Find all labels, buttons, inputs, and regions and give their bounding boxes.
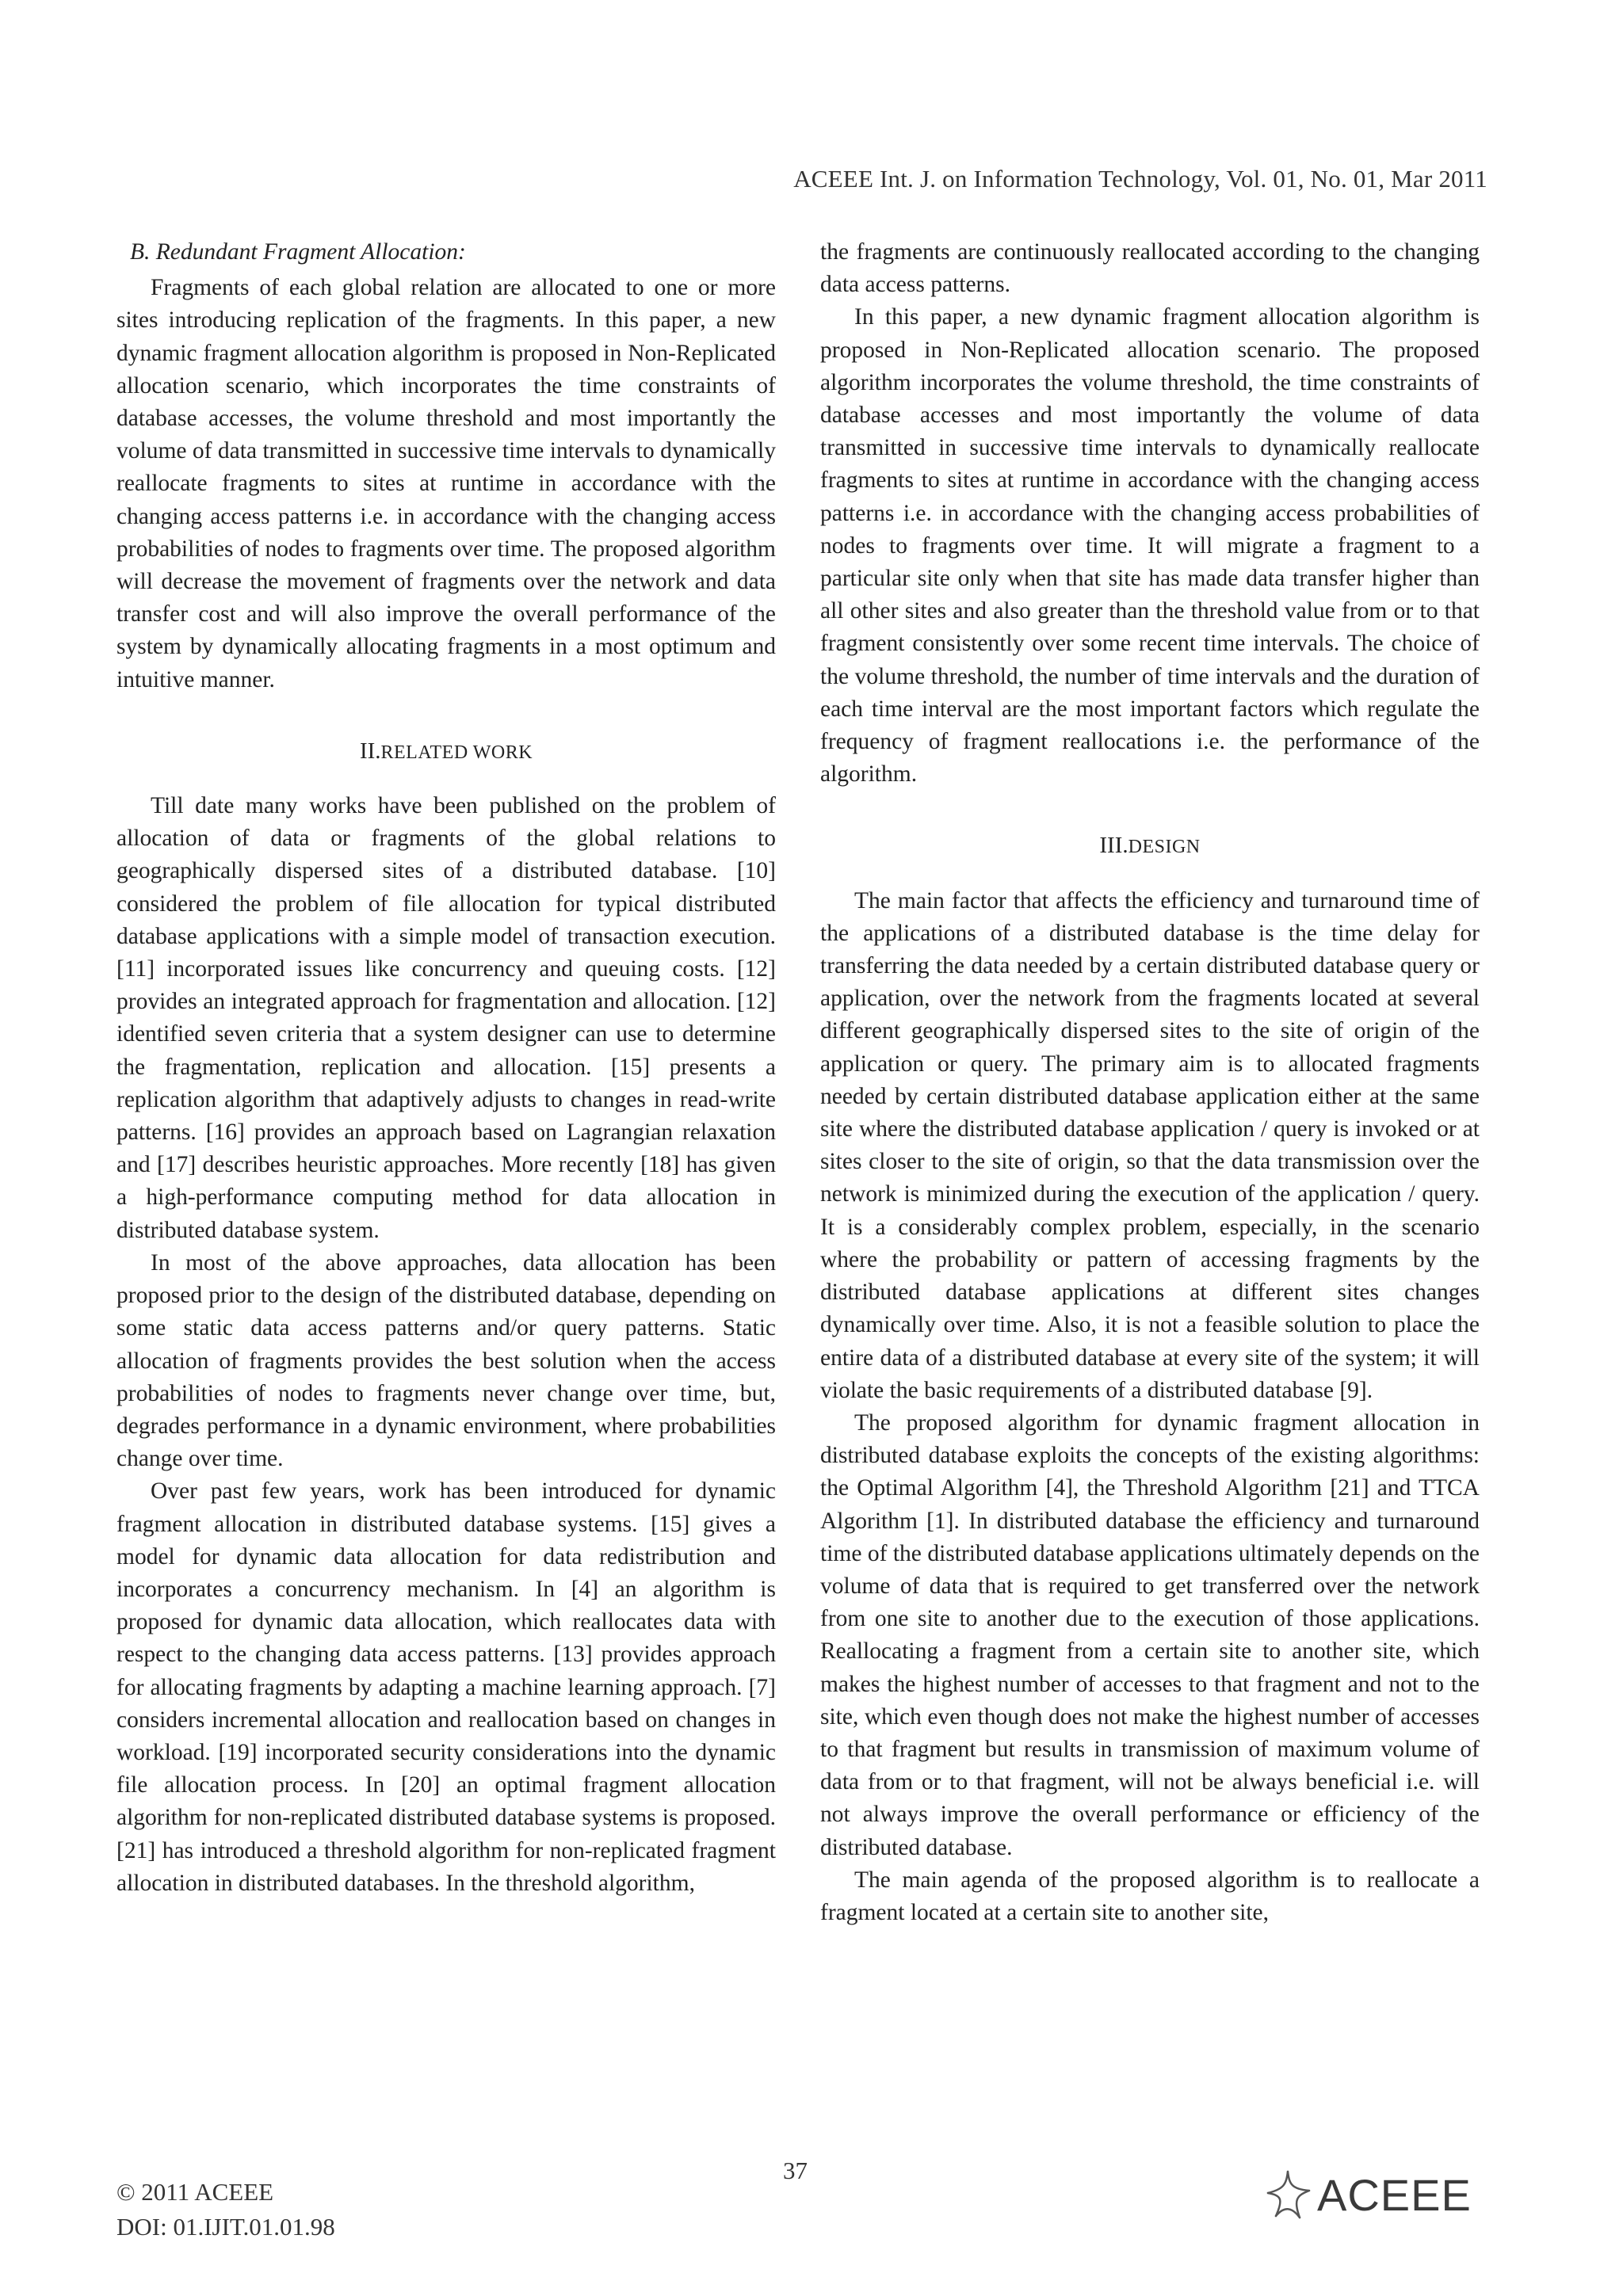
paragraph: the fragments are continuously reallocated according to the changing data access patterns. [820,239,1480,298]
paragraph: Fragments of each global relation are allocated to one or more sites introducing replication of the fragments. In this paper, a new dynamic fragment allocation algorithm is proposed in Non-Replicated allocation scenario, which incorporates the time constraints of database accesses, the volume threshold and most importantly the volume of data transmitted in successive time intervals to dynamically reallocate fragments to sites at runtime in accordance with the changing access patterns i.e. in accordance with the changing access probabilities of nodes to fragments over time. The proposed algorithm will decrease the movement of fragments over the network and data transfer cost and will also improve the overall performance of the system by dynamically allocating fragments in a most optimum and intuitive manner. [116,275,776,692]
footer-info [116,2175,335,2245]
section-number: III. [1099,833,1128,859]
doi: DOI: 01.IJIT.01.01.98 [116,2213,335,2241]
paragraph: The main agenda of the proposed algorithm is to reallocate a fragment located at a certain site to another site, [820,1867,1480,1925]
section-heading-related-work [116,735,776,769]
paragraph: In most of the above approaches, data allocation has been proposed prior to the design of the distributed database, depending on some static data access patterns and/or query patterns. Static allocation of fragments provides the best solution when the access probabilities of nodes to fragments never change over time, but, degrades performance in a dynamic environment, where probabilities change over time. [116,1249,776,1472]
subsection-title: B. Redundant Fragment Allocation: [130,239,466,265]
page-number: 37 [783,2157,808,2184]
paragraph: The proposed algorithm for dynamic fragment allocation in distributed database exploits the concepts of the existing algorithms: the Optimal Algorithm [4], the Threshold Algorithm [21] and TTCA Algorithm [1]. In distributed database the efficiency and turnaround time of the distributed database applications ultimately depends on the volume of data that is required to get transferred over the network from one site to another due to the execution of those applications. Reallocating a fragment from a certain site to another site, which makes the highest number of accesses to that fragment and not to the site, which even though does not make the highest number of accesses to that fragment but results in transmission of maximum volume of data from or to that fragment, will not be always beneficial i.e. will not always improve the overall performance or efficiency of the distributed database. [820,1409,1480,1860]
logo-text: ACEEE [1317,2169,1472,2220]
copyright: © 2011 ACEEE [116,2178,274,2206]
left-column [116,236,776,1900]
paragraph: The main factor that affects the efficiency and turnaround time of the applications of a distributed database is the time delay for transferring the data needed by a certain distributed database query or application, over the network from the fragments located at several different geographically dispersed sites to the site of origin of the application or query. The primary aim is to allocated fragments needed by certain distributed database application either at the same site where the distributed database application / query is invoked or at sites closer to the site of origin, so that the data transmission over the network is minimized during the execution of the application / query. It is a considerably complex problem, especially, in the scenario where the probability or pattern of accessing fragments by the distributed database applications at different sites changes dynamically over time. Also, it is not a feasible solution to place the entire data of a distributed database at every site of the system; it will violate the basic requirements of a distributed database [9]. [820,887,1480,1403]
paragraph: Till date many works have been published on the problem of allocation of data or fragments of the global relations to geographically dispersed sites of a distributed database. [10] considered the problem of file allocation for typical distributed database applications with a simple model of transaction execution. [11] incorporated issues like concurrency and queuing costs. [12] provides an integrated approach for fragmentation and allocation. [12] identified seven criteria that a system designer can use to determine the fragmentation, replication and allocation. [15] presents a replication algorithm that adaptively adjusts to changes in read-write patterns. [16] provides an approach based on Lagrangian relaxation and [17] describes heuristic approaches. More recently [18] has given a high-performance computing method for data allocation in distributed database system. [116,793,776,1243]
section-number: II. [359,738,381,764]
section-heading-design [820,830,1480,864]
right-column [820,236,1480,1929]
paragraph: In this paper, a new dynamic fragment allocation algorithm is proposed in Non-Replicated allocation scenario. The proposed algorithm incorporates the volume threshold, the time constraints of database accesses and most importantly the volume of data transmitted in successive time intervals to dynamically reallocate fragments to sites at runtime in accordance with the changing access patterns i.e. in accordance with the changing access probabilities of nodes to fragments over time. It will migrate a fragment to a particular site only when that site has made data transfer higher than all other sites and also greater than the threshold value from or to that fragment consistently over some recent time intervals. The choice of the volume threshold, the number of time intervals and the duration of each time interval are the most important factors which regulate the frequency of fragment reallocations i.e. the performance of the algorithm. [820,304,1480,788]
paragraph: Over past few years, work has been introduced for dynamic fragment allocation in distributed database systems. [15] gives a model for dynamic data allocation for data redistribution and incorporates a concurrency mechanism. In [4] an algorithm is proposed for dynamic data allocation, which reallocates data with respect to the changing data access patterns. [13] provides approach for allocating fragments by adapting a machine learning approach. [7] considers incremental allocation and reallocation based on changes in workload. [19] incorporated security considerations into the dynamic file allocation process. In [20] an optimal fragment allocation algorithm for non-replicated distributed database systems is proposed. [21] has introduced a threshold algorithm for non-replicated fragment allocation in distributed databases. In the threshold algorithm, [116,1478,776,1896]
section-title: DESIGN [1128,837,1201,858]
star-logo-icon [1260,2167,1316,2222]
section-title: RELATED WORK [380,742,533,763]
journal-header: ACEEE Int. J. on Information Technology, Vol. 01, No. 01, Mar 2011 [793,165,1487,193]
acee-logo [1260,2167,1472,2222]
